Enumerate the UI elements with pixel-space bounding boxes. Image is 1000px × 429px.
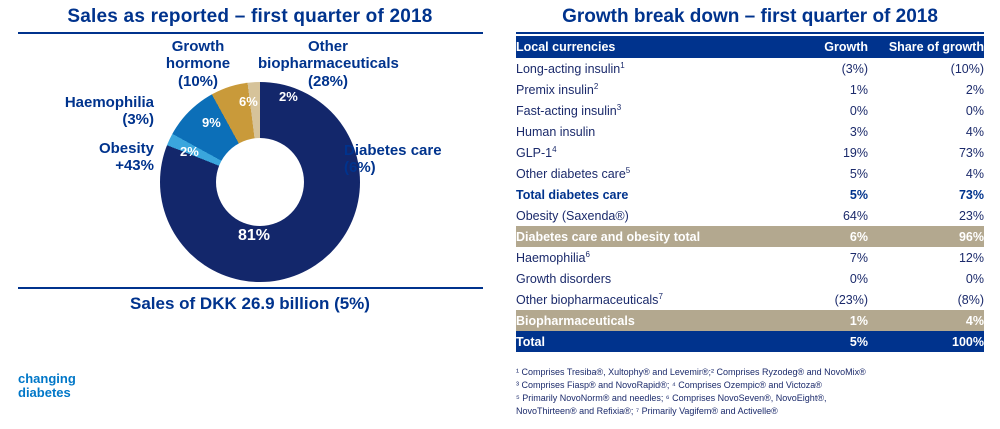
- cell-share-of-growth: (8%): [957, 292, 984, 307]
- cell-share-of-growth: 0%: [965, 271, 984, 286]
- slice-label-obesity: 2%: [180, 144, 199, 159]
- cell-line-item: Fast-acting insulin$^3$: [516, 102, 622, 119]
- table-header-row: [516, 36, 984, 58]
- cell-line-item: Obesity (Saxenda®): [516, 208, 629, 223]
- table-row: [516, 289, 984, 310]
- callout-growth-hormone: [148, 38, 248, 90]
- callout-haemophilia: [38, 94, 154, 129]
- callout-growth-hormone-line3: (10%): [177, 72, 218, 90]
- footnote-marker: 2: [593, 81, 599, 91]
- column-header-growth: Growth: [752, 36, 868, 58]
- table-row: [516, 331, 984, 352]
- footnote-marker: 3: [616, 102, 622, 112]
- title-divider-right: [516, 32, 984, 34]
- cell-growth: 7%: [849, 250, 868, 265]
- footnote-marker: 1: [620, 60, 625, 70]
- cell-line-item: Human insulin: [516, 124, 596, 139]
- callout-growth-hormone-line1: Growth: [171, 38, 225, 55]
- cell-growth: 5%: [752, 331, 868, 352]
- cell-share-of-growth: 2%: [965, 82, 984, 97]
- cell-share-of-growth: 4%: [965, 166, 984, 181]
- title-divider-left: [18, 32, 483, 34]
- footnote-line: NovoThirteen® and Refixia®; ⁷ Primarily Vagifem® and Activelle®: [516, 406, 778, 417]
- footnotes: [516, 366, 994, 418]
- cell-growth: (3%): [841, 61, 868, 76]
- cell-growth: 5%: [849, 187, 868, 202]
- bottom-divider-left: [18, 287, 483, 289]
- cell-line-item: Haemophilia$^6$: [516, 249, 590, 266]
- callout-haemophilia-line1: Haemophilia: [64, 94, 154, 111]
- callout-obesity-line1: Obesity: [98, 140, 154, 157]
- cell-growth: 64%: [842, 208, 868, 223]
- cell-line-item: GLP-$1^4$: [516, 144, 557, 161]
- cell-share-of-growth: 0%: [965, 103, 984, 118]
- table-row: [516, 79, 984, 100]
- page-title-right: Growth break down – first quarter of 2018: [562, 6, 938, 27]
- table-body: [516, 58, 984, 352]
- callout-diabetes-care-line1: Diabetes care: [344, 142, 442, 159]
- footnote-line: ³ Comprises Fiasp® and NovoRapid®; ⁴ Comprises Ozempic® and Victoza®: [516, 380, 822, 391]
- changing-diabetes-logo: [18, 372, 76, 399]
- footnote-line: ¹ Comprises Tresiba®, Xultophy® and Levemir®;² Comprises Ryzodeg® and NovoMix®: [516, 367, 866, 377]
- table-row: [516, 205, 984, 226]
- cell-share-of-growth: 12%: [958, 250, 984, 265]
- footnote-marker: 7: [658, 291, 663, 301]
- cell-growth: 1%: [752, 310, 868, 331]
- donut-chart: [160, 82, 360, 282]
- footnote-marker: 5: [625, 165, 631, 175]
- slice-label-diabetes-care: 81%: [238, 227, 271, 244]
- cell-line-item: Other diabetes care$^5$: [516, 165, 631, 182]
- growth-table: [516, 36, 984, 352]
- cell-line-item: Growth disorders: [516, 271, 612, 286]
- slice-label-growth-hormone: 6%: [239, 94, 258, 109]
- cell-growth: 0%: [849, 271, 868, 286]
- footnote-marker: 6: [585, 249, 590, 259]
- table-row: [516, 226, 984, 247]
- footnote-marker: 4: [552, 144, 557, 154]
- callout-obesity: [38, 140, 154, 175]
- table-row: [516, 100, 984, 121]
- table-header: [516, 36, 984, 58]
- callout-other-biopharmaceuticals: [258, 38, 398, 90]
- cell-growth: 19%: [842, 145, 868, 160]
- callout-growth-hormone-line2: hormone: [165, 55, 231, 73]
- callout-diabetes-care: [344, 142, 494, 177]
- page-title-left: Sales as reported – first quarter of 2018: [67, 6, 433, 27]
- callout-haemophilia-line2: (3%): [122, 111, 154, 129]
- table-row: [516, 121, 984, 142]
- callout-other-biopharma-line3: (28%): [307, 72, 348, 90]
- callout-obesity-line2: +43%: [115, 157, 154, 175]
- callout-other-biopharma-line2: biopharmaceuticals: [258, 55, 399, 73]
- cell-share-of-growth: 4%: [868, 310, 984, 331]
- slice-label-haemophilia: 9%: [202, 115, 221, 130]
- growth-breakdown-panel: [500, 0, 1000, 429]
- table-row: [516, 163, 984, 184]
- cell-line-item: Premix insulin$^2$: [516, 81, 599, 98]
- callout-other-biopharma-line1: Other: [307, 38, 348, 55]
- cell-line-item: Other biopharmaceuticals$^7$: [516, 291, 663, 308]
- slice-label-other-biopharmaceuticals: 2%: [279, 89, 298, 104]
- table-row: [516, 310, 984, 331]
- cell-growth: 1%: [849, 82, 868, 97]
- table-row: [516, 268, 984, 289]
- logo-line-2: diabetes: [18, 384, 71, 400]
- cell-growth: 6%: [752, 226, 868, 247]
- cell-share-of-growth: 23%: [958, 208, 984, 223]
- cell-share-of-growth: (10%): [950, 61, 984, 76]
- table-row: [516, 184, 984, 205]
- cell-share-of-growth: 100%: [868, 331, 984, 352]
- callout-diabetes-care-line2: (6%): [344, 159, 376, 177]
- cell-line-item: Long-acting insulin$^1$: [516, 60, 625, 77]
- table-row: [516, 247, 984, 268]
- cell-growth: 5%: [849, 166, 868, 181]
- logo-line-1: changing: [18, 371, 76, 386]
- footnote-line: ⁵ Primarily NovoNorm® and needles; ⁶ Comprises NovoSeven®, NovoEight®,: [516, 393, 827, 404]
- donut-hole: [216, 138, 304, 226]
- cell-line-item: Total diabetes care: [516, 187, 629, 202]
- cell-growth: (23%): [834, 292, 868, 307]
- cell-share-of-growth: 73%: [958, 145, 984, 160]
- cell-line-item: Biopharmaceuticals: [516, 310, 752, 331]
- table-row: [516, 142, 984, 163]
- cell-growth: 3%: [849, 124, 868, 139]
- cell-share-of-growth: 4%: [965, 124, 984, 139]
- cell-line-item: Total: [516, 331, 752, 352]
- cell-line-item: Diabetes care and obesity total: [516, 226, 752, 247]
- cell-growth: 0%: [849, 103, 868, 118]
- sales-total-label: Sales of DKK 26.9 billion (5%): [130, 294, 370, 313]
- cell-share-of-growth: 96%: [868, 226, 984, 247]
- table-row: [516, 58, 984, 79]
- cell-share-of-growth: 73%: [958, 187, 984, 202]
- column-header-currencies: Local currencies: [516, 36, 752, 58]
- column-header-share: Share of growth: [868, 36, 984, 58]
